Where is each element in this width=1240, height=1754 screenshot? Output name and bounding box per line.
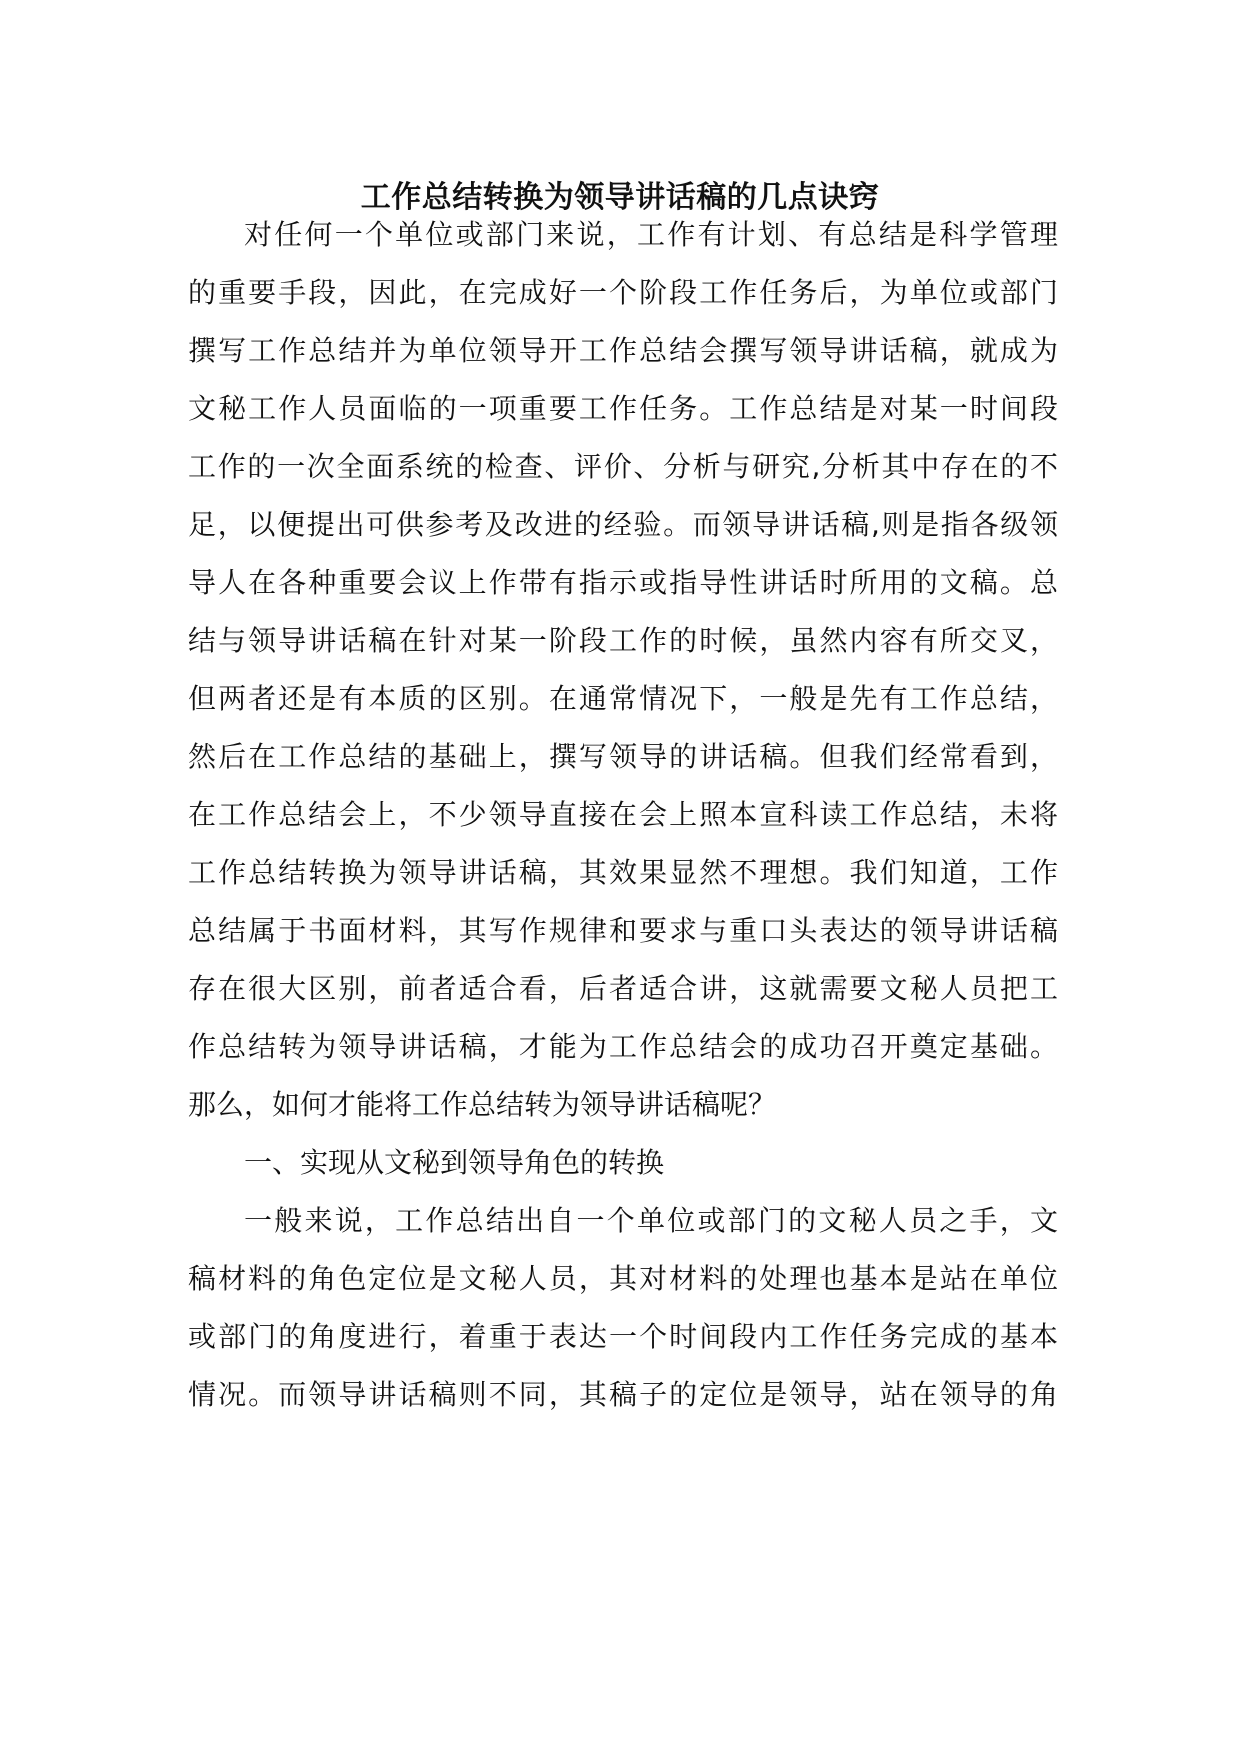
document-title: 工作总结转换为领导讲话稿的几点诀窍 [360, 180, 880, 215]
paragraph-1-line-15: 作总结转为领导讲话稿，才能为工作总结会的成功召开奠定基础。 [188, 1030, 1058, 1063]
paragraph-2-line-2: 稿材料的角色定位是文秘人员，其对材料的处理也基本是站在单位 [188, 1262, 1058, 1295]
paragraph-1-line-5: 工作的一次全面系统的检查、评价、分析与研究,分析其中存在的不 [188, 450, 1058, 483]
paragraph-1-line-16: 那么，如何才能将工作总结转为领导讲话稿呢？ [188, 1088, 777, 1121]
paragraph-1-line-6: 足，以便提出可供参考及改进的经验。而领导讲话稿,则是指各级领 [188, 508, 1058, 541]
paragraph-1-line-13: 总结属于书面材料，其写作规律和要求与重口头表达的领导讲话稿 [188, 914, 1058, 947]
paragraph-1-line-12: 工作总结转换为领导讲话稿，其效果显然不理想。我们知道，工作 [188, 856, 1058, 889]
paragraph-1-line-8: 结与领导讲话稿在针对某一阶段工作的时候，虽然内容有所交叉， [188, 624, 1058, 657]
section-heading-1: 一、实现从文秘到领导角色的转换 [244, 1146, 665, 1179]
paragraph-1-line-10: 然后在工作总结的基础上，撰写领导的讲话稿。但我们经常看到， [188, 740, 1058, 773]
paragraph-1-line-3: 撰写工作总结并为单位领导开工作总结会撰写领导讲话稿，就成为 [188, 334, 1058, 367]
paragraph-1-line-1: 对任何一个单位或部门来说，工作有计划、有总结是科学管理 [244, 218, 1058, 251]
paragraph-2-line-1: 一般来说，工作总结出自一个单位或部门的文秘人员之手，文 [244, 1204, 1058, 1237]
paragraph-1-line-11: 在工作总结会上，不少领导直接在会上照本宣科读工作总结，未将 [188, 798, 1058, 831]
paragraph-1-line-14: 存在很大区别，前者适合看，后者适合讲，这就需要文秘人员把工 [188, 972, 1058, 1005]
paragraph-1-line-4: 文秘工作人员面临的一项重要工作任务。工作总结是对某一时间段 [188, 392, 1058, 425]
paragraph-1-line-2: 的重要手段，因此，在完成好一个阶段工作任务后，为单位或部门 [188, 276, 1058, 309]
paragraph-2-line-3: 或部门的角度进行，着重于表达一个时间段内工作任务完成的基本 [188, 1320, 1058, 1353]
paragraph-2-line-4: 情况。而领导讲话稿则不同，其稿子的定位是领导，站在领导的角 [188, 1378, 1058, 1411]
paragraph-1-line-9: 但两者还是有本质的区别。在通常情况下，一般是先有工作总结， [188, 682, 1058, 715]
paragraph-1-line-7: 导人在各种重要会议上作带有指示或指导性讲话时所用的文稿。总 [188, 566, 1058, 599]
